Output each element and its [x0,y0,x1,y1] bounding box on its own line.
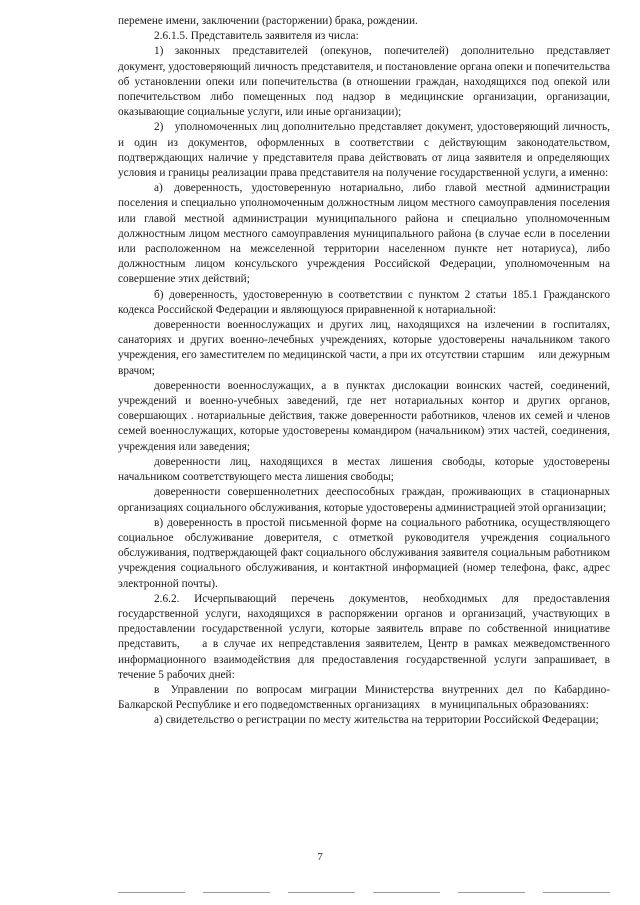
paragraph-military-hospital: доверенности военнослужащих и других лиц, находящихся на излечении в госпиталях, санаториях и других военно-лечебных учреждениях, которые удостоверены начальником такого учреждения, его заместителем по медицинской части, а при их отсутствии старшим или дежурным врачом; [118,319,610,377]
footer-scan-lines [118,892,610,894]
paragraph-item-1: 1) законных представителей (опекунов, попечителей) дополнительно представляет документ, удостоверяющий личность представителя, и постановление органа опеки и попечительства об установлении опеки или попечительства (в отношении граждан, находящихся под опекой или попечительством либо помещенных под надзор в медицинские организации, организации, оказывающие социальные услуги, или иные организации); [118,45,610,119]
paragraph-military-units: доверенности военнослужащих, а в пунктах дислокации воинских частей, соединений, учреждений и военно-учебных заведений, где нет нотариальных контор и других органов, совершающих . нотариальные действия, также доверенности работников, членов их семей и членов семей военнослужащих, которые удостоверены командиром (начальником) этих частей, соединения, учреждения или заведения; [118,379,610,453]
paragraph-care-residents: доверенности совершеннолетних дееспособных граждан, проживающих в стационарных организациях социального обслуживания, которые удостоверены администрацией этой организации; [118,486,610,514]
paragraph-item-a: а) доверенность, удостоверенную нотариально, либо главой местной администрации поселения и специально уполномоченным должностным лицом местного самоуправления поселения или главой местной администрации муниципального района и специально уполномоченным должностным лицом местного самоуправления муниципального района (в случае если в поселении или расположенном на межселенной территории населенном пункте нет нотариуса), либо должностным лицом консульского учреждения Российской Федерации, уполномоченным на совершение этих действий; [118,182,610,286]
paragraph-2-6-1-5: 2.6.1.5. Представитель заявителя из числа: [154,30,359,43]
paragraph-2-6-2: 2.6.2. Исчерпывающий перечень документов, необходимых для предоставления государственной услуги, находящихся в распоряжении органов и организаций, участвующих в предоставлении государственной услуги, которые заявитель вправе по собственной инициативе представить, а в случае их непредставления заявителем, Центр в рамках межведомственного информационного взаимодействия для предоставления государственной услуги запрашивает, в течение 5 рабочих дней: [118,592,610,681]
paragraph-item-2: 2) уполномоченных лиц дополнительно представляет документ, удостоверяющий личность, и один из документов, оформленных в соответствии с действующим законодательством, подтверждающих наличие у представителя права действовать от лица заявителя и определяющих условия и границы реализации права представителя на получение государственной услуги, а именно: [118,121,610,180]
page-number: 7 [317,851,323,863]
paragraph-registration-certificate: а) свидетельство о регистрации по месту жительства на территории Российской Федерации; [154,714,599,727]
paragraph-prisoners: доверенности лиц, находящихся в местах лишения свободы, которые удостоверены начальником соответствующего места лишения свободы; [118,455,610,484]
paragraph-item-b: б) доверенность, удостоверенную в соответствии с пунктом 2 статьи 185.1 Гражданского кодекса Российской Федерации и являющуюся приравненной к нотариальной: [118,288,610,316]
paragraph-item-v: в) доверенность в простой письменной форме на социального работника, осуществляющего социальное обслуживание доверителя, с отметкой руководителя учреждения социального обслуживания, подтверждающей факт социального обслуживания заявителя социальным работником учреждения социального обслуживания, и контактной информацией (номер телефона, факс, адрес электронной почты). [118,516,610,590]
paragraph-continuation: перемене имени, заключении (расторжении) брака, рождении. [118,15,418,27]
paragraph-migration-office: в Управлении по вопросам миграции Министерства внутренних дел по Кабардино-Балкарской Республике и его подведомственных организациях в муниципальных образованиях: [118,683,610,712]
